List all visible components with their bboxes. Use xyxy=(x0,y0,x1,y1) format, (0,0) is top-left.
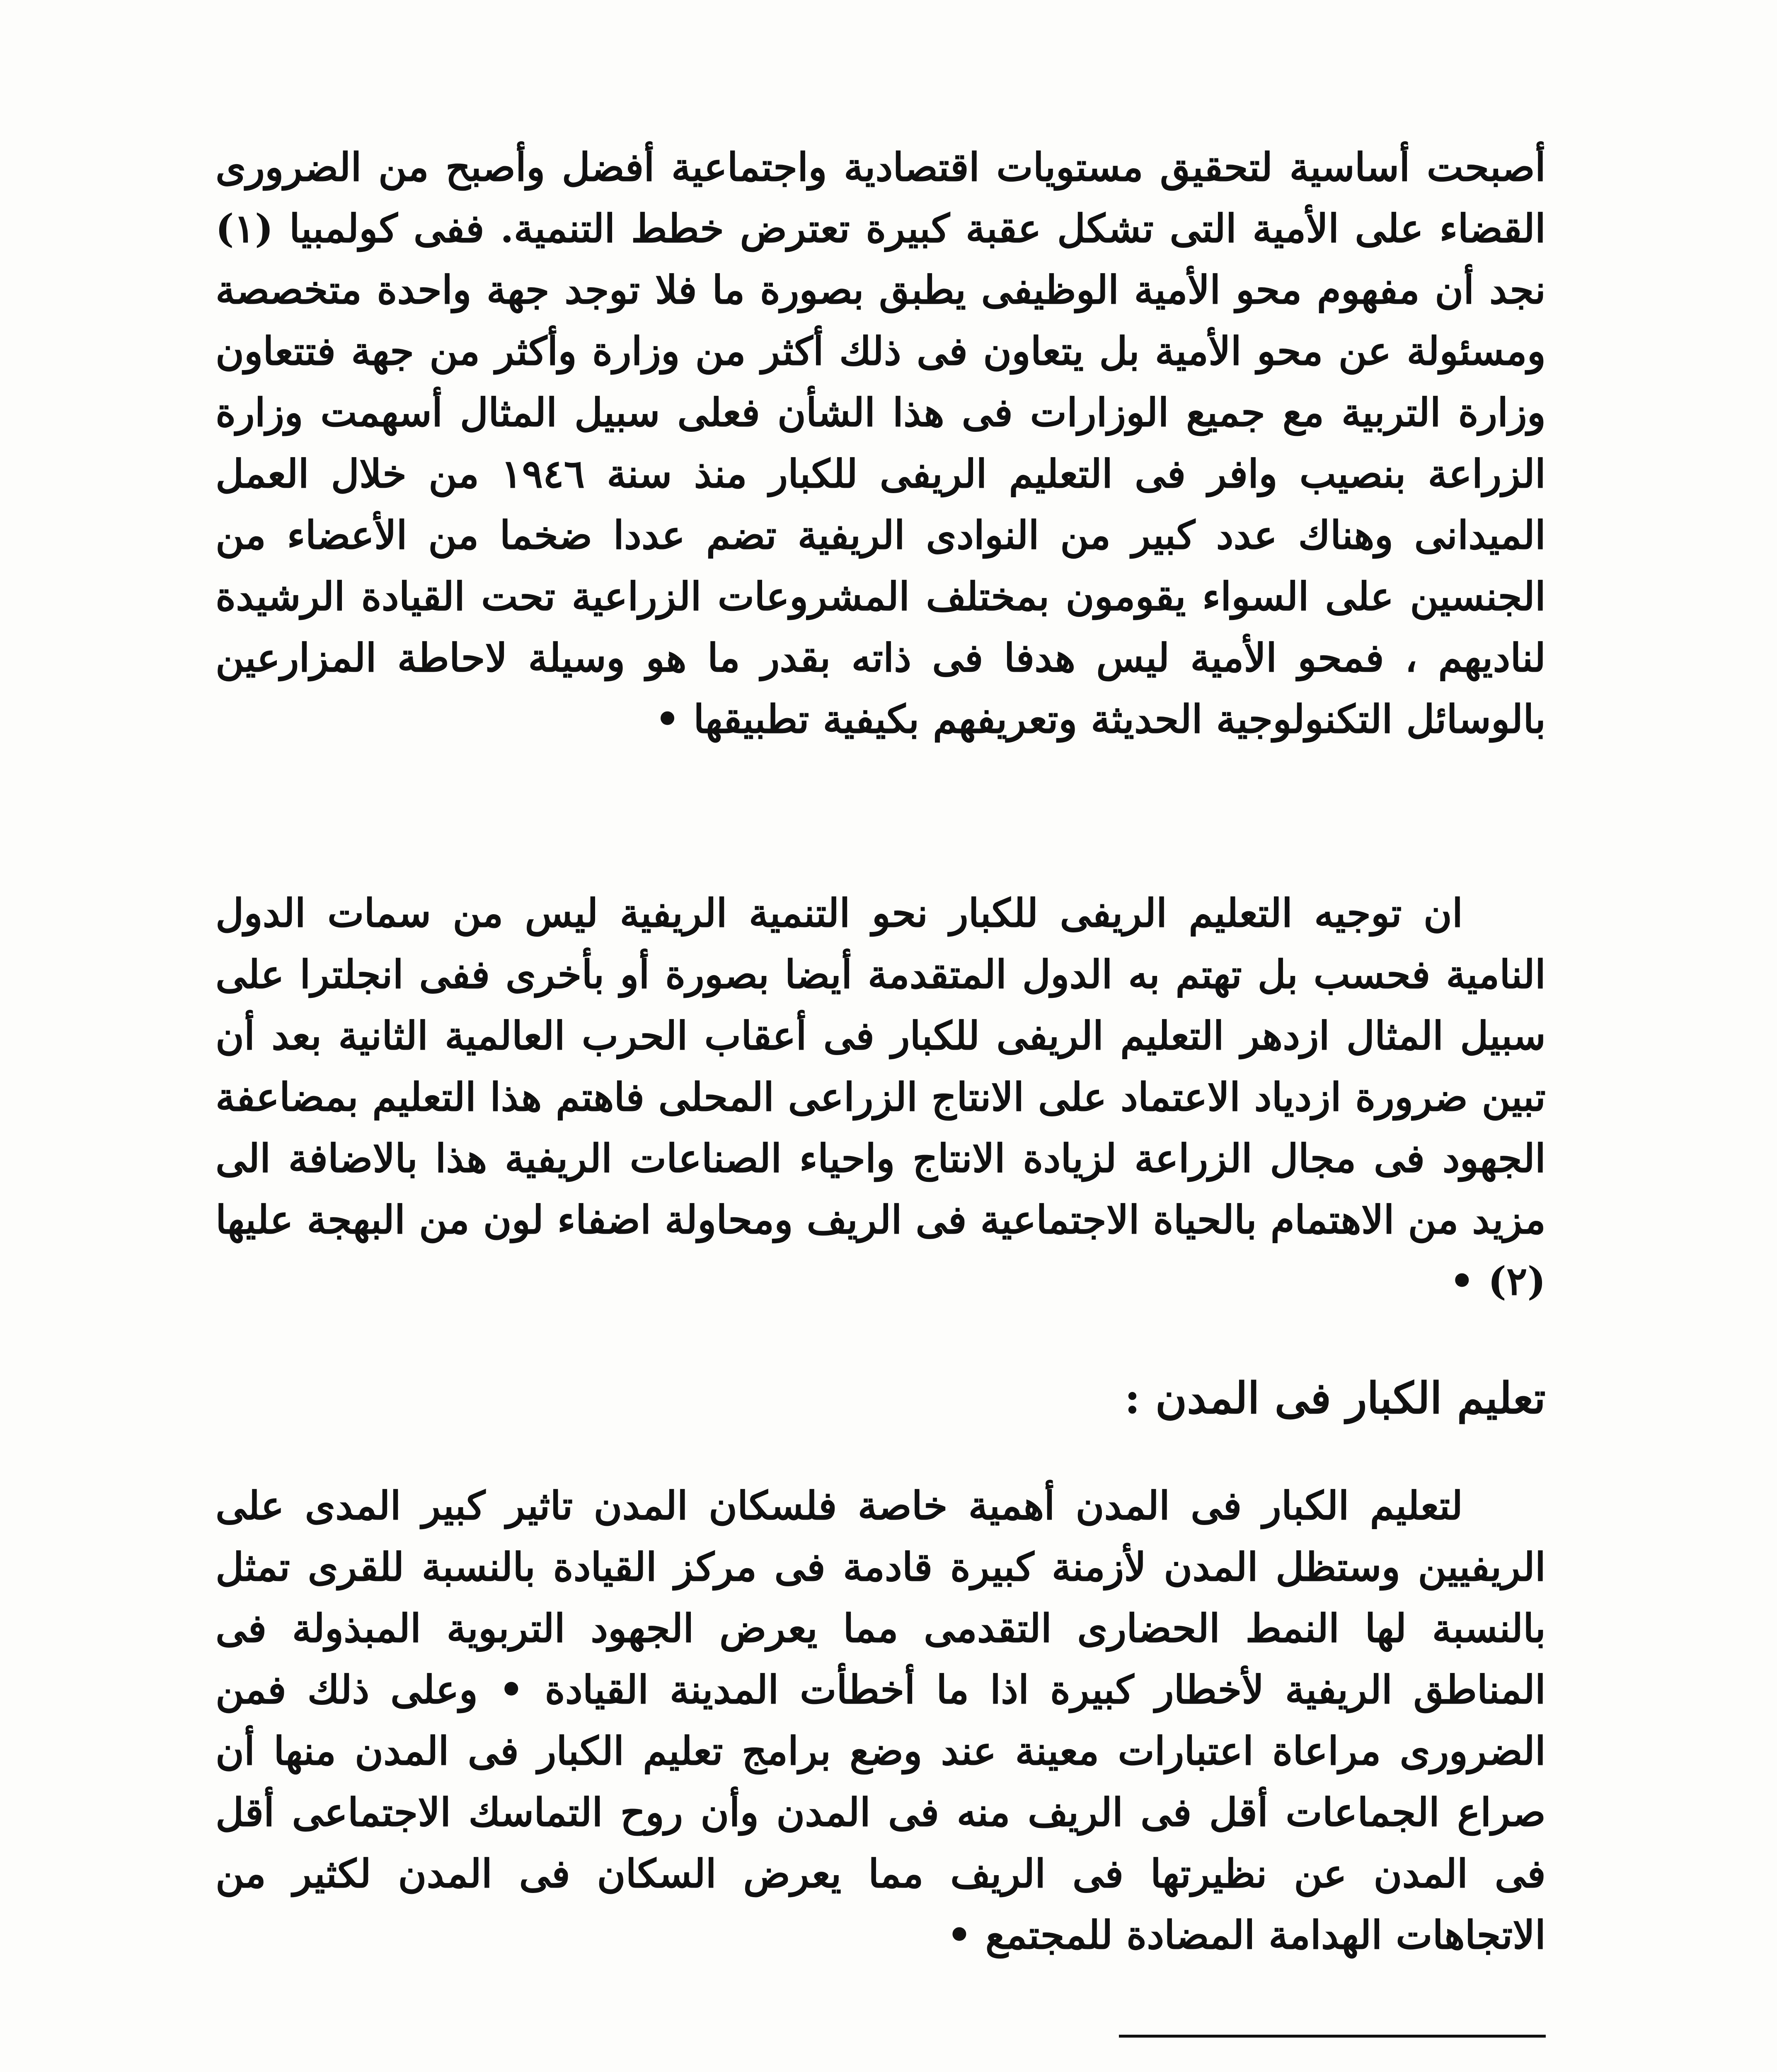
body-paragraph-3: لتعليم الكبار فى المدن أهمية خاصة فلسكان المدن تاثير كبير المدى على الريفيين وستظل المدن لأزمنة كبيرة قادمة فى مركز القيادة بالنسبة للقرى تمثل بالنسبة لها النمط الحضارى التقدمى مما يعرض الجهود التربوية المبذولة فى المناطق الريفية لأخطار كبيرة اذا ما أخطأت المدينة القيادة • وعلى ذلك فمن الضرورى مراعاة اعتبارات معينة عند وضع برامج تعليم الكبار فى المدن منها أن صراع الجماعات أقل فى الريف منه فى المدن وأن روح التماسك الاجتماعى أقل فى المدن عن نظيرتها فى الريف مما يعرض السكان فى المدن لكثير من الاتجاهات الهدامة المضادة للمجتمع • xyxy=(215,1483,1546,1958)
body-paragraph-2: ان توجيه التعليم الريفى للكبار نحو التنمية الريفية ليس من سمات الدول النامية فحسب بل تهتم به الدول المتقدمة أيضا بصورة أو بأخرى ففى انجلترا على سبيل المثال ازدهر التعليم الريفى للكبار فى أعقاب الحرب العالمية الثانية بعد أن تبين ضرورة ازدياد الاعتماد على الانتاج الزراعى المحلى فاهتم هذا التعليم بمضاعفة الجهود فى مجال الزراعة لزيادة الانتاج واحياء الصناعات الريفية هذا بالاضافة الى مزيد من الاهتمام بالحياة الاجتماعية فى الريف ومحاولة اضفاء لون من البهجة عليها (٢) • xyxy=(215,891,1546,1304)
footnote-separator xyxy=(1119,2035,1546,2038)
section-heading: تعليم الكبار فى المدن : xyxy=(1124,1372,1546,1423)
body-paragraph-1: أصبحت أساسية لتحقيق مستويات اقتصادية واجتماعية أفضل وأصبح من الضرورى القضاء على الأمية التى تشكل عقبة كبيرة تعترض خطط التنمية. ففى كولمبيا (١) نجد أن مفهوم محو الأمية الوظيفى يطبق بصورة ما فلا توجد جهة واحدة متخصصة ومسئولة عن محو الأمية بل يتعاون فى ذلك أكثر من وزارة وأكثر من جهة فتتعاون وزارة التربية مع جميع الوزارات فى هذا الشأن فعلى سبيل المثال أسهمت وزارة الزراعة بنصيب وافر فى التعليم الريفى للكبار منذ سنة ١٩٤٦ من خلال العمل الميدانى وهناك عدد كبير من النوادى الريفية تضم عددا ضخما من الأعضاء من الجنسين على السواء يقومون بمختلف المشروعات الزراعية تحت القيادة الرشيدة لناديهم ، فمحو الأمية ليس هدفا فى ذاته بقدر ما هو وسيلة لاحاطة المزارعين بالوسائل التكنولوجية الحديثة وتعريفهم بكيفية تطبيقها • xyxy=(215,145,1546,742)
